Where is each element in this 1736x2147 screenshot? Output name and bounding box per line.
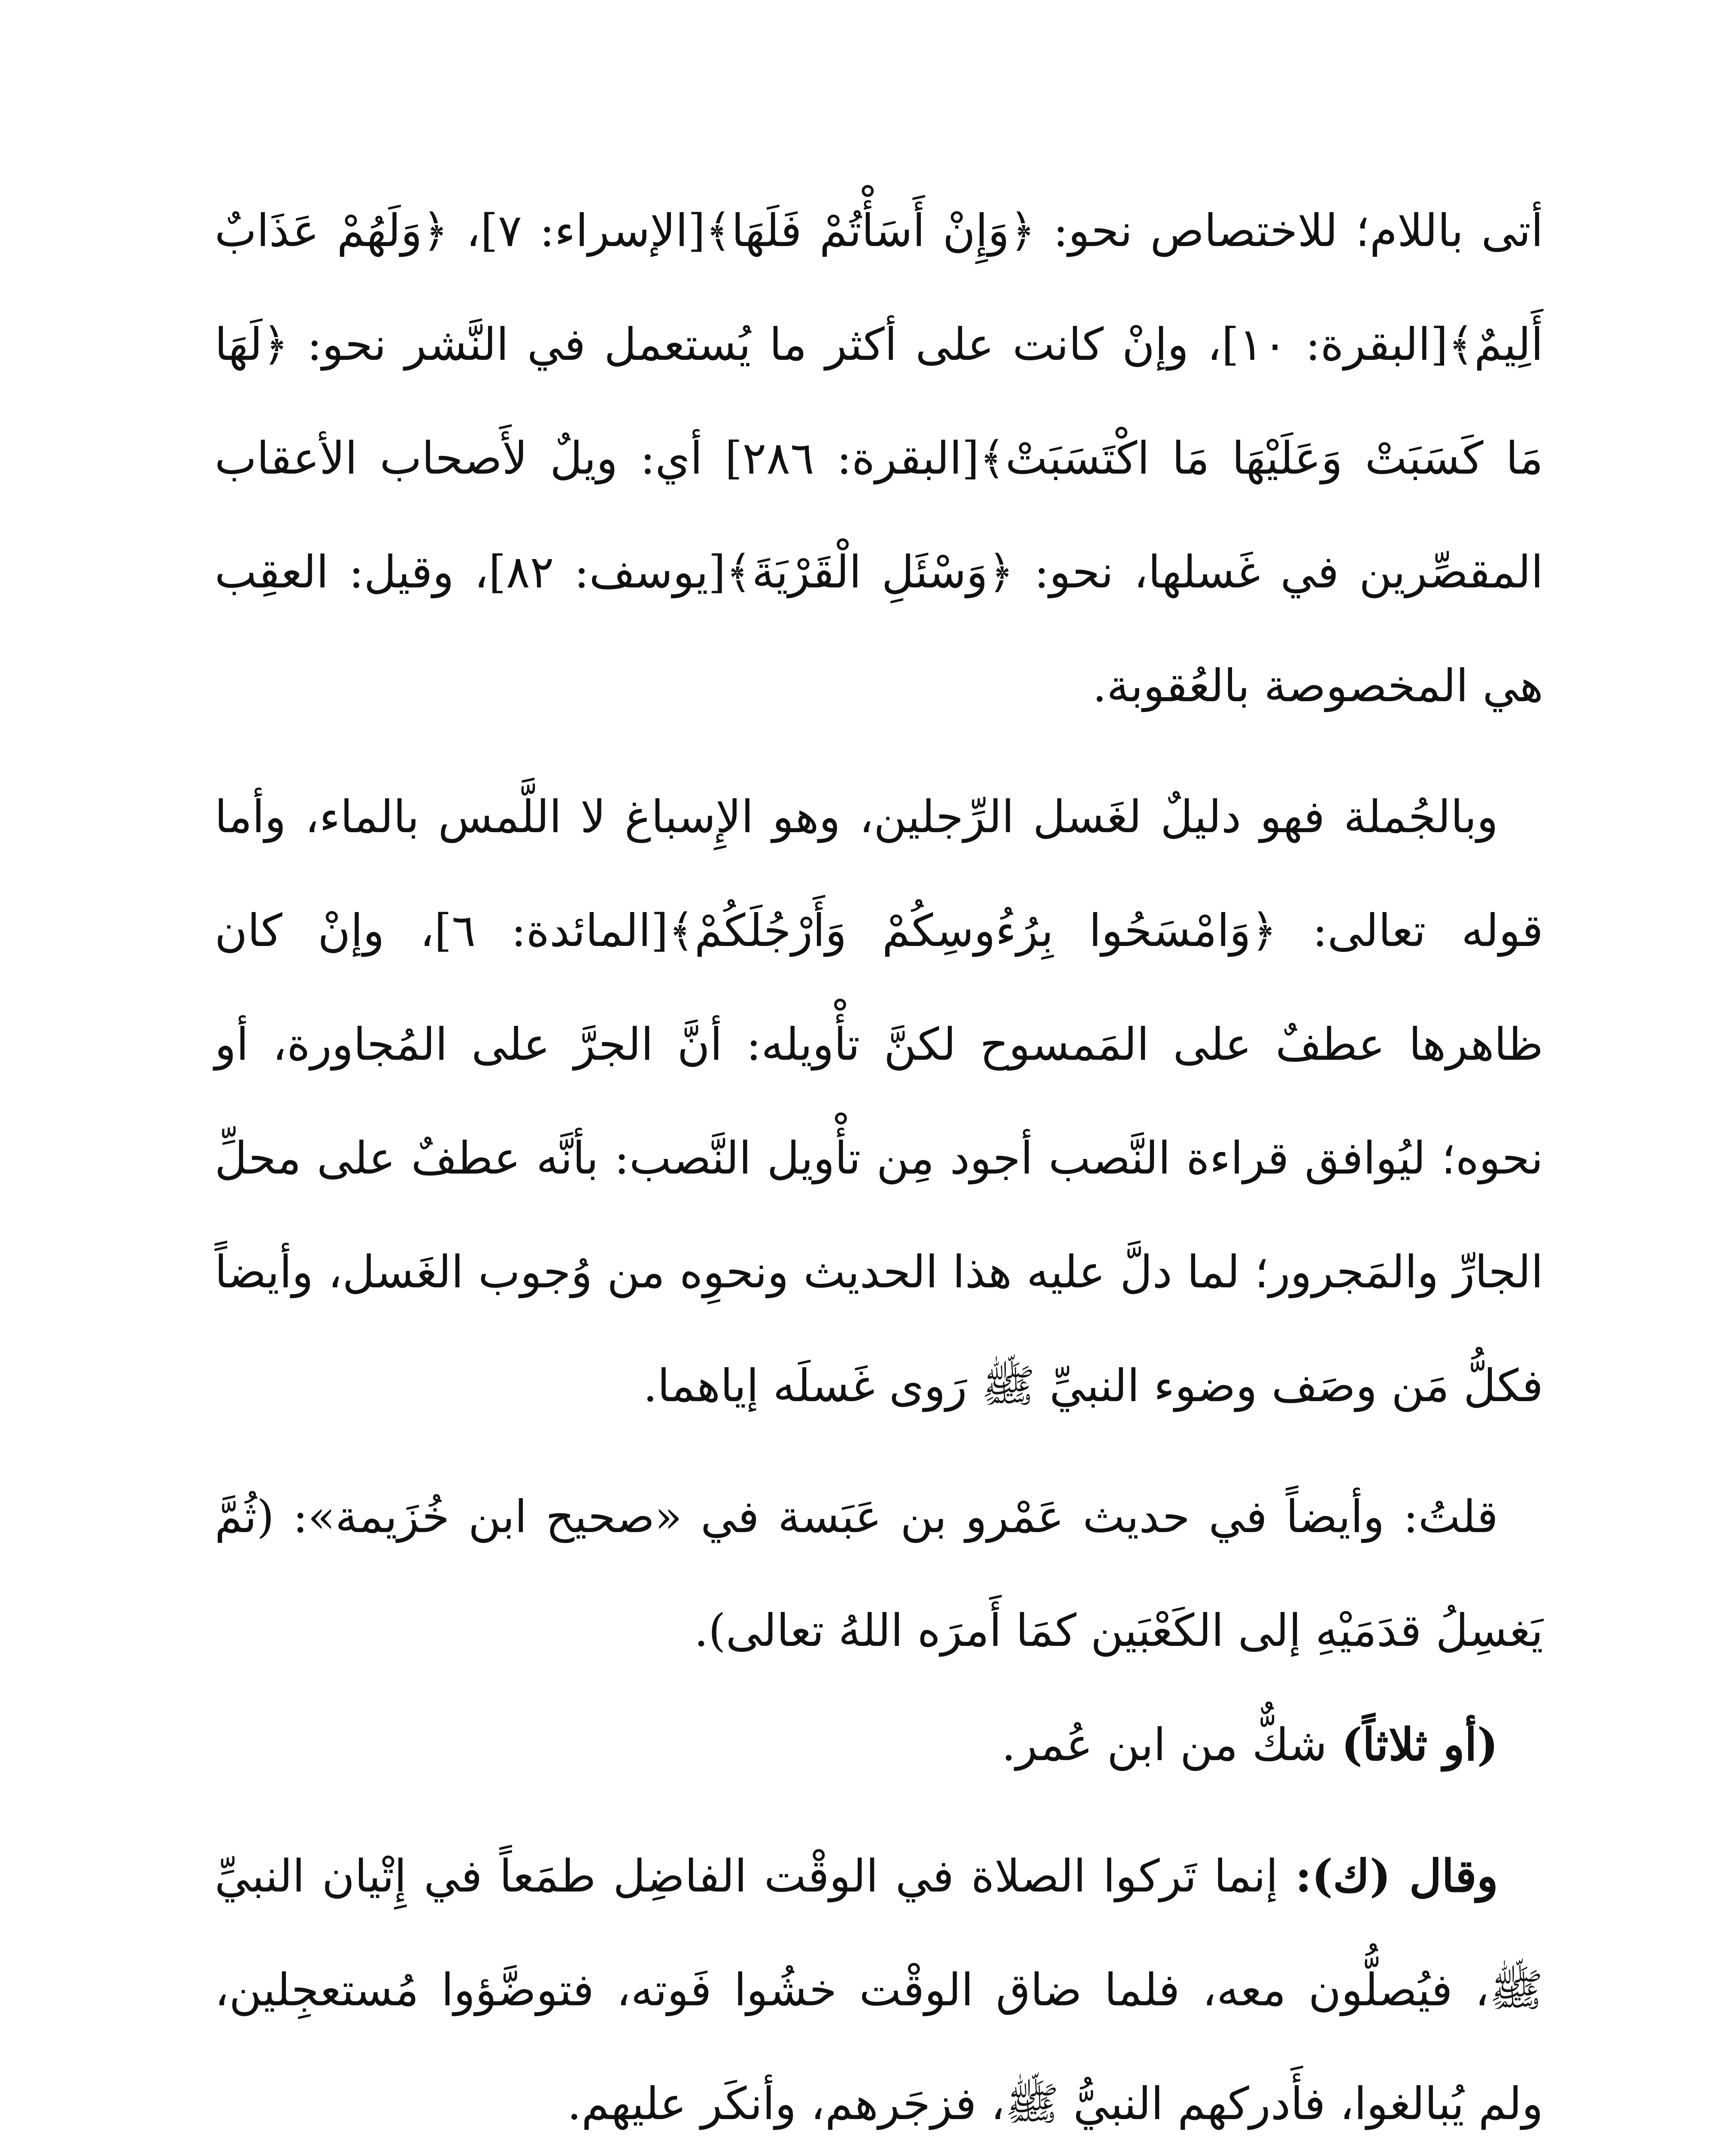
paragraph-4-text: شكٌّ من ابن عُمر. xyxy=(1002,1718,1341,1771)
paragraph-5-lead: وقال (ك): xyxy=(1295,1849,1498,1902)
paragraph-5-text: إنما تَركوا الصلاة في الوقْت الفاضِل طمَعاً في إِتْيان النبيِّ ﷺ، فيُصلُّون معه، فلما ضاق الوقْت خشُوا فَوته، فتوضَّؤوا مُستعجِلين، ولم يُبالغوا، فأَدركهم النبيُّ ﷺ، فزجَرهم، وأنكَر عليهم. xyxy=(215,1850,1543,2130)
paragraph-4 xyxy=(215,1688,1543,1802)
paragraph-2-text: وبالجُملة فهو دليلٌ لغَسل الرِّجلين، وهو الإِسباغ لا اللَّمس بالماء، وأما قوله تعالى: ﴿وَامْسَحُوا بِرُءُوسِكُمْ وَأَرْجُلَكُمْ﴾[المائدة: ٦]، وإنْ كان ظاهرها عطفٌ على المَمسوح لكنَّ تأْويله: أنَّ الجرَّ على المُجاورة، أو نحوه؛ ليُوافق قراءة النَّصب أجود مِن تأْويل النَّصب: بأنَّه عطفٌ على محلِّ الجارِّ والمَجرور؛ لما دلَّ عليه هذا الحديث ونحوِه من وُجوب الغَسل، وأيضاً فكلُّ مَن وصَف وضوء النبيِّ ﷺ رَوى غَسلَه إياهما. xyxy=(215,791,1544,1412)
paragraph-3 xyxy=(215,1460,1543,1688)
paragraph-1 xyxy=(215,174,1543,743)
paragraph-4-lead: (أو ثلاثاً) xyxy=(1341,1718,1498,1771)
main-text xyxy=(215,174,1543,2147)
paragraph-1-text: أتى باللام؛ للاختصاص نحو: ﴿وَإِنْ أَسَأْتُمْ فَلَهَا﴾[الإسراء: ٧]، ﴿وَلَهُمْ عَذَابٌ أَلِيمٌ﴾[البقرة: ١٠]، وإنْ كانت على أكثر ما يُستعمل في النَّشر نحو: ﴿لَهَا مَا كَسَبَتْ وَعَلَيْهَا مَا اكْتَسَبَتْ﴾[البقرة: ٢٨٦] أي: ويلٌ لأَصحاب الأعقاب المقصِّرين في غَسلها، نحو: ﴿وَسْئَلِ الْقَرْيَةَ﴾[يوسف: ٨٢]، وقيل: العقِب هي المخصوصة بالعُقوبة. xyxy=(215,204,1544,712)
paragraph-2 xyxy=(215,760,1543,1443)
paragraph-3-text: قلتُ: وأيضاً في حديث عَمْرو بن عَبَسة في «صحيح ابن خُزَيمة»: (ثُمَّ يَغسِلُ قدَمَيْهِ إلى الكَعْبَين كمَا أَمرَه اللهُ تعالى). xyxy=(215,1490,1543,1657)
paragraph-5 xyxy=(215,1819,1543,2147)
